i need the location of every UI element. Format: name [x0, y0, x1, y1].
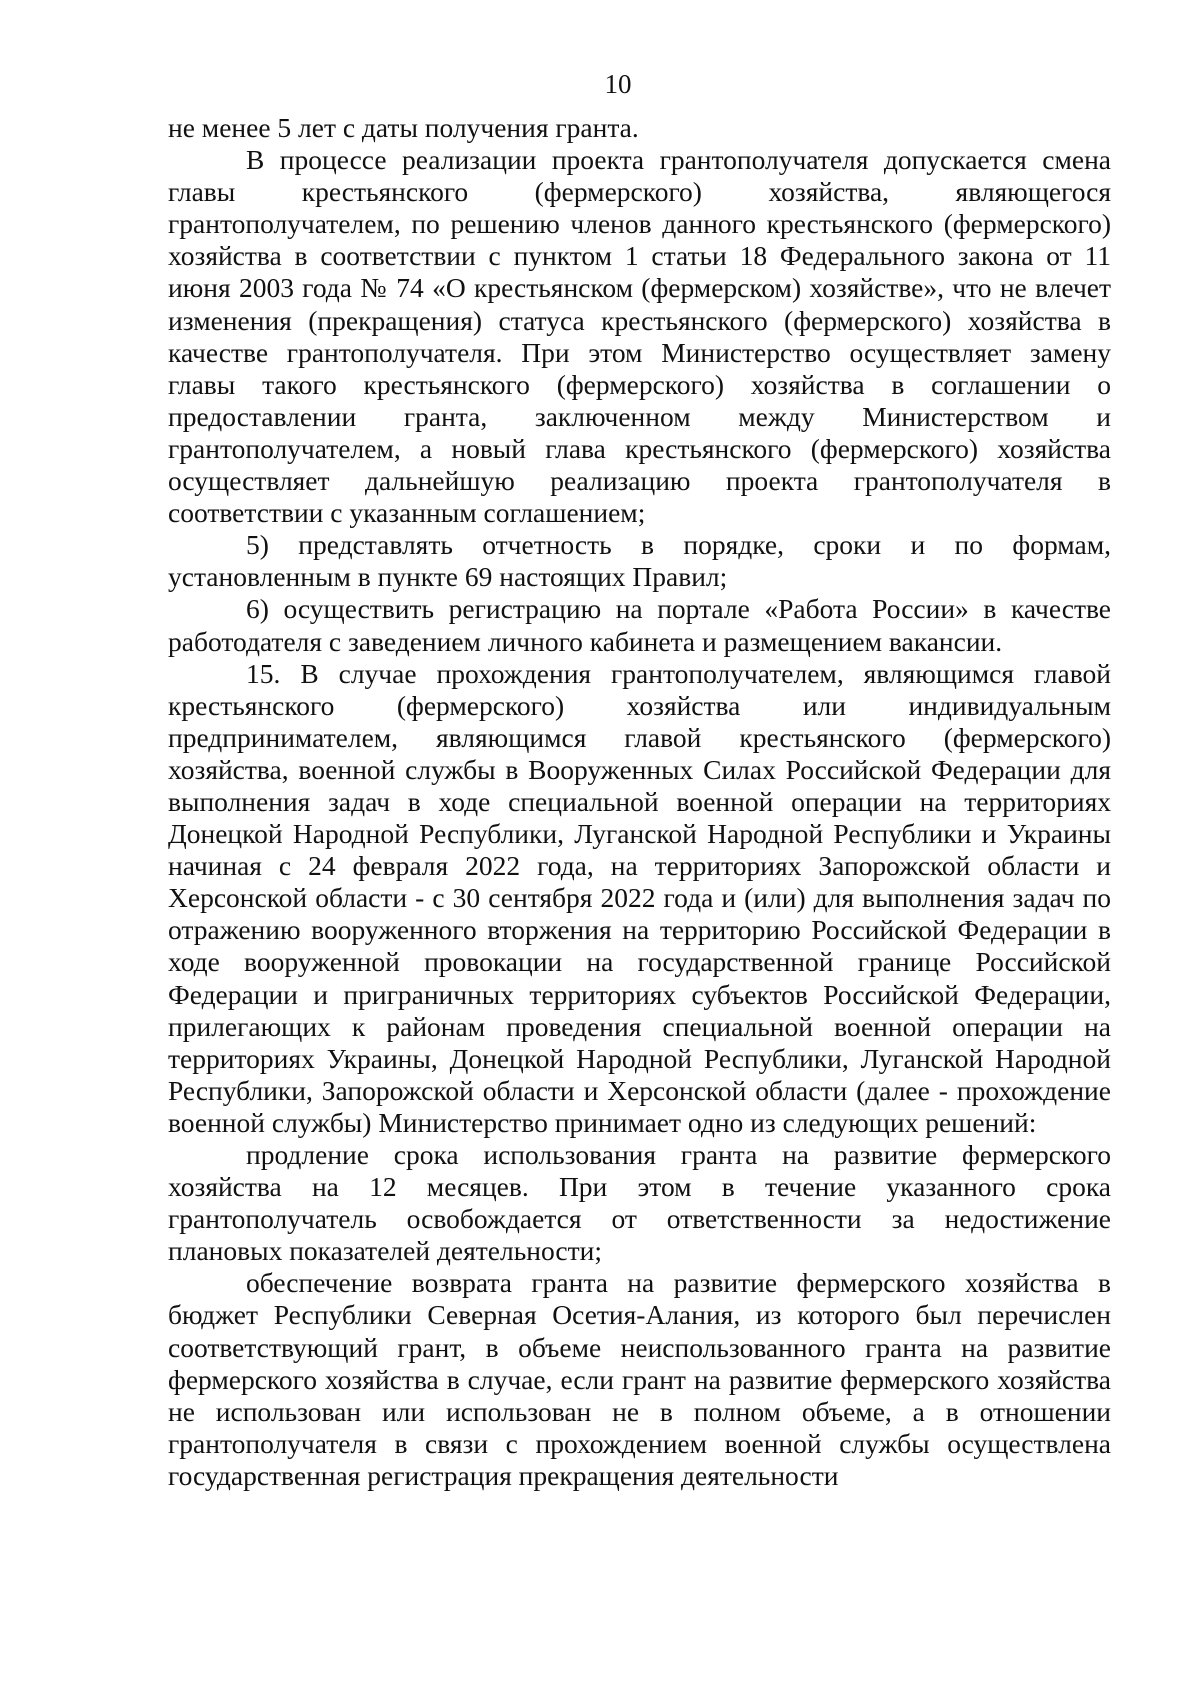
- paragraph-return-decision: обеспечение возврата гранта на развитие фермерского хозяйства в бюджет Республики Северная Осетия-Алания, из которого был перечислен соответствующий грант, в объеме неиспользованного гранта на развитие фермерского хозяйства в случае, если грант на развитие фермерского хозяйства не использован или использован не в полном объеме, а в отношении грантополучателя в связи с прохождением военной службы осуществлена государственная регистрация прекращения деятельности: [168, 1267, 1111, 1491]
- paragraph-item-6: 6) осуществить регистрацию на портале «Работа России» в качестве работодателя с заведением личного кабинета и размещением вакансии.: [168, 593, 1111, 657]
- paragraph-item-5: 5) представлять отчетность в порядке, сроки и по формам, установленным в пункте 69 настоящих Правил;: [168, 529, 1111, 593]
- paragraph-head-change: В процессе реализации проекта грантополучателя допускается смена главы крестьянского (фермерского) хозяйства, являющегося грантополучателем, по решению членов данного крестьянского (фермерского) хозяйства в соответствии с пунктом 1 статьи 18 Федерального закона от 11 июня 2003 года № 74 «О крестьянском (фермерском) хозяйстве», что не влечет изменения (прекращения) статуса крестьянского (фермерского) хозяйства в качестве грантополучателя. При этом Министерство осуществляет замену главы такого крестьянского (фермерского) хозяйства в соглашении о предоставлении гранта, заключенном между Министерством и грантополучателем, а новый глава крестьянского (фермерского) хозяйства осуществляет дальнейшую реализацию проекта грантополучателя в соответствии с указанным соглашением;: [168, 144, 1111, 529]
- paragraph-continuation: не менее 5 лет с даты получения гранта.: [168, 112, 639, 143]
- document-body: [168, 112, 1111, 1492]
- paragraph-extension-decision: продление срока использования гранта на развитие фермерского хозяйства на 12 месяцев. При этом в течение указанного срока грантополучатель освобождается от ответственности за недостижение плановых показателей деятельности;: [168, 1139, 1111, 1267]
- paragraph-clause-15: 15. В случае прохождения грантополучателем, являющимся главой крестьянского (фермерского) хозяйства или индивидуальным предпринимателем, являющимся главой крестьянского (фермерского) хозяйства, военной службы в Вооруженных Силах Российской Федерации для выполнения задач в ходе специальной военной операции на территориях Донецкой Народной Республики, Луганской Народной Республики и Украины начиная с 24 февраля 2022 года, на территориях Запорожской области и Херсонской области - с 30 сентября 2022 года и (или) для выполнения задач по отражению вооруженного вторжения на территорию Российской Федерации в ходе вооруженной провокации на государственной границе Российской Федерации и приграничных территориях субъектов Российской Федерации, прилегающих к районам проведения специальной военной операции на территориях Украины, Донецкой Народной Республики, Луганской Народной Республики, Запорожской области и Херсонской области (далее - прохождение военной службы) Министерство принимает одно из следующих решений:: [168, 657, 1111, 1138]
- page-number: 10: [604, 69, 632, 99]
